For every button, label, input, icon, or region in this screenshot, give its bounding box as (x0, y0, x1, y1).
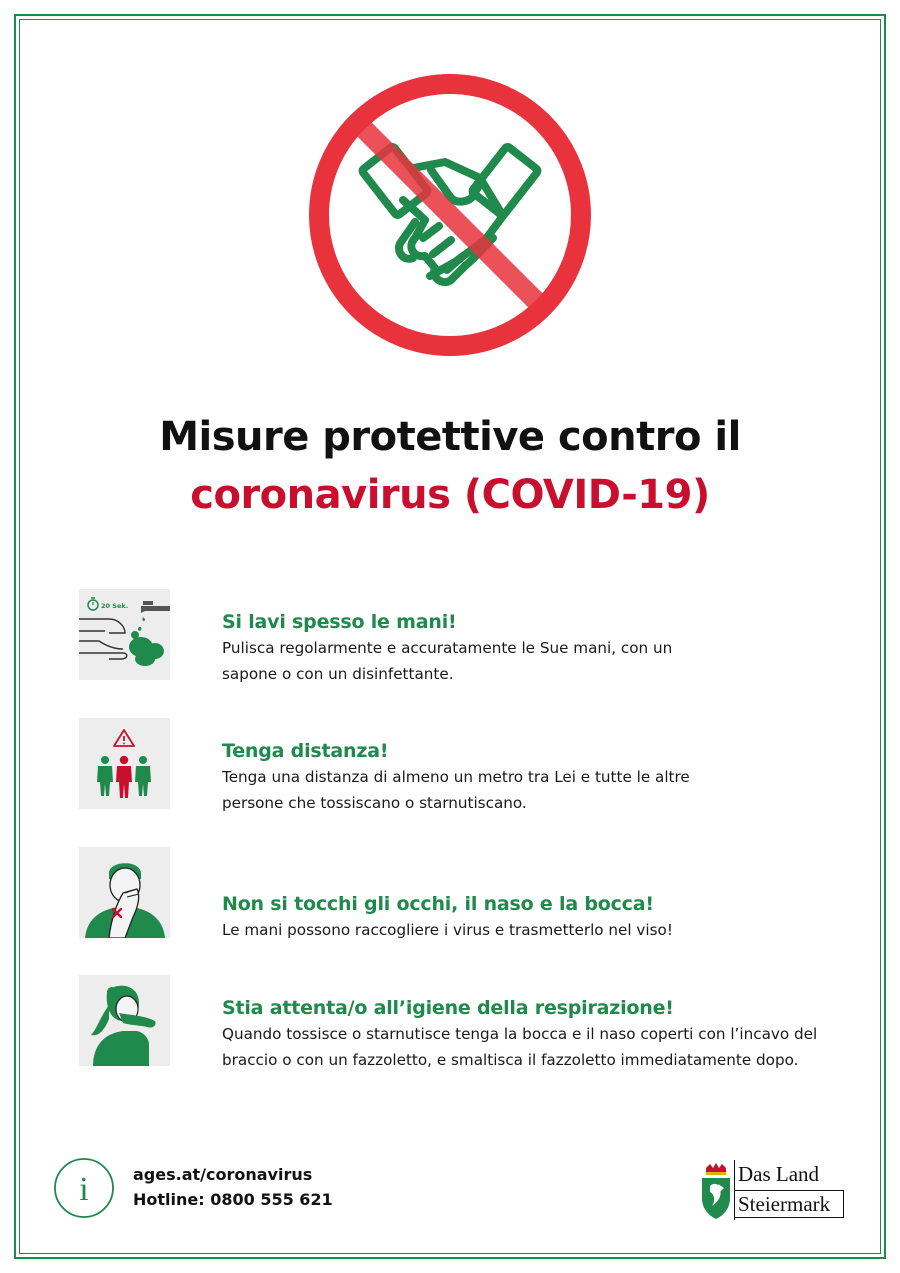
tip-heading: Si lavi spesso le mani! (222, 611, 457, 633)
info-icon (53, 1157, 115, 1219)
logo-line-1: Das Land (738, 1162, 820, 1186)
tip-cough-etiquette (79, 975, 859, 1067)
timer-badge: 20 Sek. (101, 602, 129, 610)
tip-body-line: Le mani possono raccogliere i virus e trasmetterlo nel viso! (222, 921, 673, 939)
title-line-2: coronavirus (COVID-19) (190, 472, 710, 518)
page-title (0, 410, 900, 526)
svg-text:i: i (79, 1171, 89, 1208)
tip-no-face-touch (79, 847, 859, 939)
tip-body-line: Quando tossisce o starnutisce tenga la bocca e il naso coperti con l’incavo del (222, 1025, 818, 1043)
tip-body-line: sapone o con un disinfettante. (222, 665, 454, 683)
tip-handwashing (79, 589, 859, 681)
tip-heading: Stia attenta/o all’igiene della respirazione! (222, 997, 674, 1019)
tip-body-line: Pulisca regolarmente e accuratamente le Sue mani, con un (222, 639, 673, 657)
cough-etiquette-icon (79, 975, 170, 1066)
steiermark-logo (700, 1160, 850, 1222)
tip-heading: Non si tocchi gli occhi, il naso e la bocca! (222, 893, 654, 915)
tip-body-line: braccio o con un fazzoletto, e smaltisca il fazzoletto immediatamente dopo. (222, 1051, 799, 1069)
title-line-1: Misure protettive contro il (159, 414, 741, 460)
website-link[interactable]: ages.at/coronavirus (133, 1165, 313, 1184)
no-handshake-icon (305, 70, 595, 360)
footer-contact (133, 1162, 333, 1212)
handwashing-icon (79, 589, 170, 680)
distance-icon (79, 718, 170, 809)
tip-distance (79, 718, 859, 810)
tip-heading: Tenga distanza! (222, 740, 389, 762)
no-face-touch-icon (79, 847, 170, 938)
tip-body-line: Tenga una distanza di almeno un metro tra Lei e tutte le altre (222, 768, 690, 786)
crest-icon (700, 1162, 732, 1220)
logo-line-2: Steiermark (734, 1190, 844, 1218)
hotline-text: Hotline: 0800 555 621 (133, 1190, 333, 1209)
tip-body-line: persone che tossiscano o starnutiscano. (222, 794, 527, 812)
